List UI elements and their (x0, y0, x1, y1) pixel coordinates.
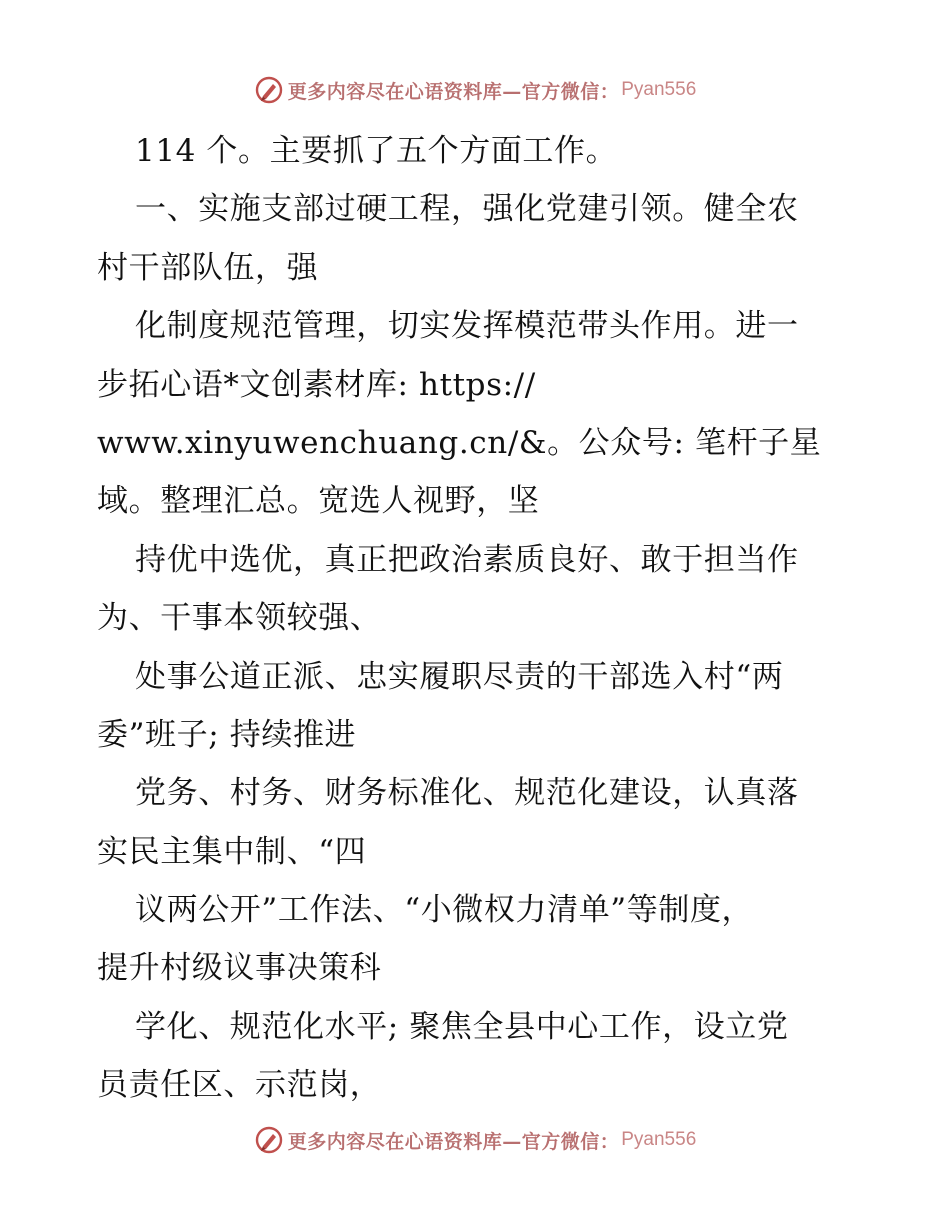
text-line: 处事公道正派、忠实履职尽责的干部选入村“两 (135, 658, 784, 695)
text-line: 提升村级议事决策科 (97, 950, 382, 987)
header-banner-id: Pyan556 (621, 79, 697, 100)
text-line: 一、实施支部过硬工程，强化党建引领。健全农 (135, 191, 799, 228)
text-line: 实民主集中制、“四 (97, 833, 367, 870)
text-line: 学化、规范化水平; 聚焦全县中心工作，设立党 (135, 1008, 789, 1045)
text-line: 域。整理汇总。宽选人视野，坚 (97, 483, 540, 520)
header-banner-text: 更多内容尽在心语资料库—官方微信： (287, 80, 620, 103)
footer-banner-id: Pyan556 (621, 1129, 697, 1150)
text-line: 114 个。主要抓了五个方面工作。 (135, 133, 618, 169)
text-line: 委”班子; 持续推进 (97, 716, 357, 753)
text-line: 员责任区、示范岗， (97, 1067, 382, 1104)
pen-logo-icon (254, 75, 284, 105)
text-line: 为、干事本领较强、 (97, 600, 382, 637)
text-line: 步拓心语*文创素材库: https:// (97, 366, 536, 403)
text-line: www.xinyuwenchuang.cn/&。公众号: 笔杆子星 (97, 424, 822, 461)
footer-banner (0, 1120, 950, 1160)
text-line: 化制度规范管理，切实发挥模范带头作用。进一 (135, 308, 799, 345)
header-banner (0, 70, 950, 110)
text-line: 议两公开”工作法、“小微权力清单”等制度， (135, 892, 754, 929)
document-body (97, 122, 857, 1115)
text-line: 党务、村务、财务标准化、规范化建设，认真落 (135, 775, 799, 812)
footer-banner-text: 更多内容尽在心语资料库—官方微信： (287, 1130, 620, 1153)
pen-logo-icon (254, 1125, 284, 1155)
text-line: 村干部队伍，强 (97, 249, 319, 286)
text-line: 持优中选优，真正把政治素质良好、敢于担当作 (135, 541, 799, 578)
